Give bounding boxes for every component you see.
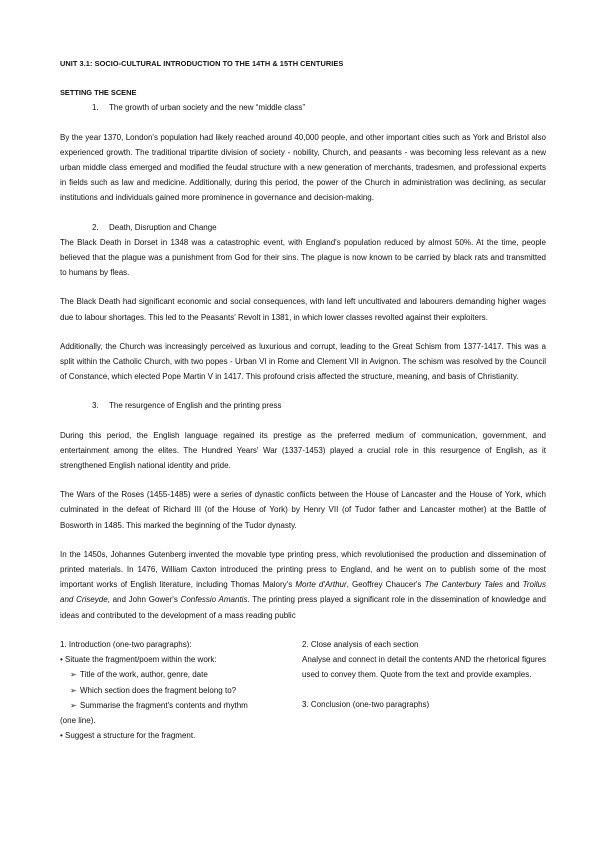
- guide-right-column: [302, 637, 546, 743]
- printing-text-2: , Geoffrey Chaucer's: [346, 580, 425, 590]
- section-2-heading: [60, 220, 546, 235]
- paragraph-consequences: The Black Death had significant economic and social consequences, with land left uncultivated and labourers demanding higher wages due to labour shortages. This led to the Peasants' Revolt in 1381, in which lower classes revolted against their exploiters.: [60, 297, 546, 322]
- sub-item-tail: (one line).: [60, 715, 96, 725]
- bullet-situate: • Situate the fragment/poem within the work:: [60, 655, 217, 665]
- sub-item-section-text: Which section does the fragment belong to?: [80, 685, 237, 695]
- arrow-bullet-icon: ➢: [70, 700, 77, 710]
- arrow-bullet-icon: ➢: [70, 685, 77, 695]
- printing-text-3: and: [503, 580, 523, 590]
- document-page: [60, 56, 546, 743]
- sub-item-title: [60, 667, 289, 682]
- section-2-title: Death, Disruption and Change: [109, 222, 217, 232]
- section-3-heading: [60, 398, 546, 413]
- conclusion-heading: 3. Conclusion (one-two paragraphs): [302, 699, 430, 709]
- bullet-structure: • Suggest a structure for the fragment.: [60, 731, 196, 741]
- section-1-title: The growth of urban society and the new “middle class”: [109, 103, 306, 113]
- arrow-bullet-icon: ➢: [70, 670, 77, 680]
- sub-item-summary: [60, 698, 289, 713]
- sub-item-section: [60, 683, 289, 698]
- section-1-heading: [60, 100, 546, 115]
- section-1-number: 1.: [92, 103, 99, 113]
- work-title-confessio: Confessio Amantis: [180, 595, 248, 605]
- sub-item-summary-text: Summarise the fragment's contents and rhythm: [80, 700, 248, 710]
- work-title-canterbury-tales: The Canterbury Tales: [424, 580, 503, 590]
- section-2-number: 2.: [92, 222, 99, 232]
- printing-text-4: , and John Gower's: [107, 595, 181, 605]
- intro-heading: 1. Introduction (one-two paragraphs):: [60, 639, 192, 649]
- unit-title: UNIT 3.1: SOCIO-CULTURAL INTRODUCTION TO THE 14TH & 15TH CENTURIES: [60, 59, 344, 68]
- printing-text-5: . The printing press played a significant role in the dissemination of knowledge and ideas and contributed to the development of a mass reading public: [60, 595, 546, 620]
- guide-left-column: [60, 637, 289, 743]
- analysis-text: Analyse and connect in detail the contents AND the rhetorical figures used to convey them. Quote from the text and provide examples.: [302, 655, 546, 680]
- setting-label: SETTING THE SCENE: [60, 88, 137, 98]
- commentary-guide: [60, 637, 546, 743]
- section-3-number: 3.: [92, 401, 99, 411]
- printing-text-1: In the 1450s, Johannes Gutenberg invented the movable type printing press, which revolutionised the production and dissemination of printed materials. In 1476, William Caxton introduced the printing press to England, and he went on to publish some of the most important works of English literature, including Thomas Malory's: [60, 549, 546, 590]
- paragraph-black-death: The Black Death in Dorset in 1348 was a catastrophic event, with England's population reduced by almost 50%. At the time, people believed that the plague was a punishment from God for their sins. The plague is now known to be carried by black rats and transmitted to humans by fleas.: [60, 237, 546, 278]
- work-title-troilus: Troilus and Criseyde: [60, 580, 547, 605]
- sub-item-title-text: Title of the work, author, genre, date: [80, 670, 208, 680]
- paragraph-english-language: During this period, the English language regained its prestige as the preferred medium of communication, government, and entertainment among the elites. The Hundred Years' War (1337-1453) played a crucial role in this resurgence of English, as it strengthened English national identity and pride.: [60, 430, 546, 471]
- paragraph-great-schism: Additionally, the Church was increasingly perceived as luxurious and corrupt, leading to the Great Schism from 1377-1417. This was a split within the Catholic Church, with two popes - Urban VI in Rome and Clement VII in Avignon. The schism was resolved by the Council of Constance, which elected Pope Martin V in 1417. This profound crisis affected the structure, meaning, and basis of Christianity.: [60, 341, 546, 382]
- paragraph-wars-of-roses: The Wars of the Roses (1455-1485) were a series of dynastic conflicts between the House of Lancaster and the House of York, which culminated in the defeat of Richard III (of the House of York) by Henry VII (of Tudor father and Lancaster mother) at the Battle of Bosworth in 1485. This marked the beginning of the Tudor dynasty.: [60, 490, 546, 530]
- work-title-morte-darthur: Morte d'Arthur: [295, 580, 347, 590]
- paragraph-printing-press: [60, 547, 546, 623]
- section-3-title: The resurgence of English and the printing press: [109, 401, 282, 411]
- analysis-heading: 2. Close analysis of each section: [302, 639, 419, 649]
- paragraph-urban-growth: By the year 1370, London's population had likely reached around 40,000 people, and other important cities such as York and Bristol also experienced growth. The traditional tripartite division of society - nobility, Church, and peasants - was becoming less relevant as a new urban middle class emerged and modified the feudal structure with a new generation of merchants, tradesmen, and professional experts in fields such as law and medicine. Additionally, during this period, the power of the Church in administration was declining, as secular institutions and individuals gained more prominence in governance and decision-making.: [60, 132, 546, 203]
